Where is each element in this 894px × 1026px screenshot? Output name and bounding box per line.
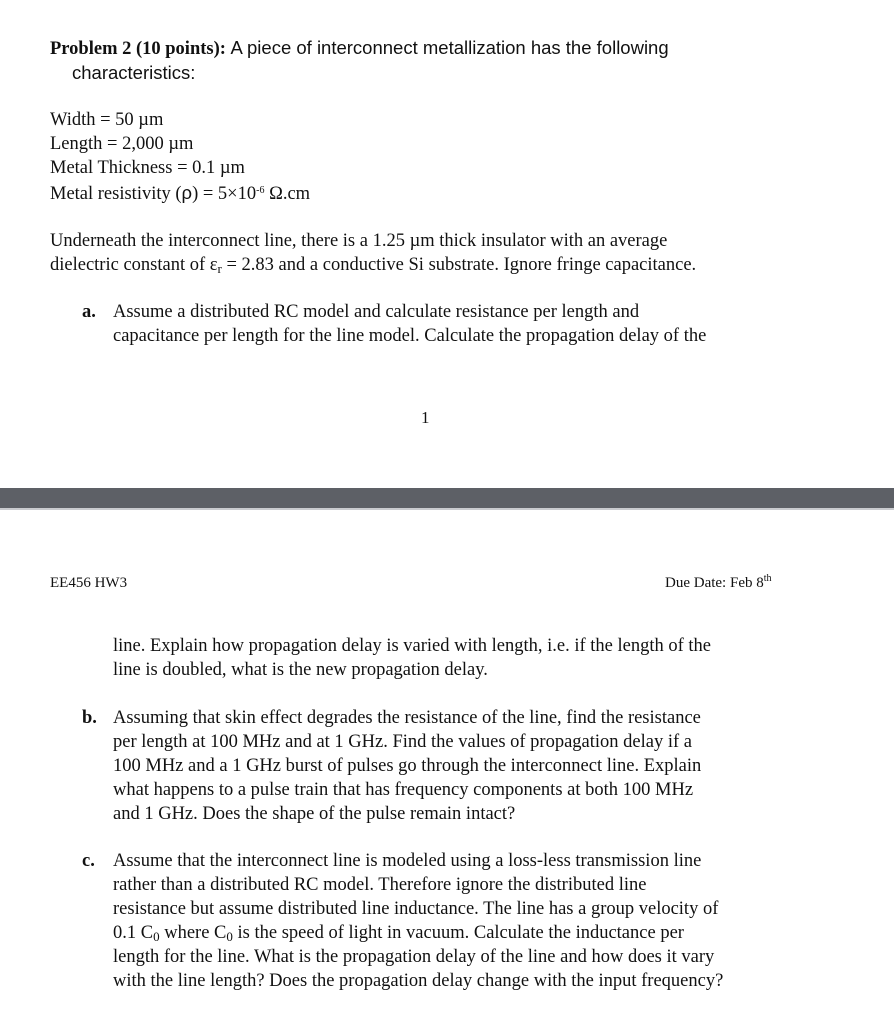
epsilon-subscript: r	[217, 261, 222, 276]
page-number: 1	[421, 408, 430, 427]
item-a-cont-line-2: line is doubled, what is the new propagation delay.	[113, 660, 488, 680]
problem-intro-cont: characteristics:	[72, 62, 196, 83]
item-b-line: per length at 100 MHz and at 1 GHz. Find the values of propagation delay if a	[113, 732, 692, 752]
resistivity-unit: Ω.cm	[264, 184, 311, 204]
c0-subscript-2: 0	[226, 929, 233, 944]
due-date	[665, 572, 772, 595]
resistivity-exponent: -6	[256, 185, 265, 196]
item-c-line-1: Assume that the interconnect line is modeled using a loss-less transmission line	[113, 851, 702, 871]
group-velocity: 0.1 C	[113, 923, 154, 943]
item-c-line-2: rather than a distributed RC model. Therefore ignore the distributed line	[113, 875, 647, 895]
item-a-label: a.	[82, 302, 96, 322]
spec-resistivity	[50, 181, 310, 206]
resistivity-label: Metal resistivity (	[50, 184, 182, 204]
resistivity-value: ) = 5×10	[192, 184, 257, 204]
problem-heading	[50, 36, 669, 61]
dielectric-label: dielectric constant of ε	[50, 255, 218, 275]
page-divider	[0, 488, 894, 508]
course-header: EE456 HW3	[50, 575, 128, 591]
c0-where: where C	[159, 923, 227, 943]
item-c-label: c.	[82, 851, 95, 871]
item-b-line: what happens to a pulse train that has frequency components at both 100 MHz	[113, 780, 694, 800]
spec-length: Length = 2,000 µm	[50, 134, 194, 154]
item-c-line-6: with the line length? Does the propagation delay change with the input frequency?	[113, 971, 724, 991]
item-c-line-4	[113, 922, 684, 945]
dielectric-rest: = 2.83 and a conductive Si substrate. Ignore fringe capacitance.	[221, 255, 697, 275]
item-b-line: 100 MHz and a 1 GHz burst of pulses go through the interconnect line. Explain	[113, 756, 702, 776]
spec-thickness: Metal Thickness = 0.1 µm	[50, 158, 245, 178]
spec-width: Width = 50 µm	[50, 110, 164, 130]
item-a-line-1: Assume a distributed RC model and calculate resistance per length and	[113, 302, 640, 322]
item-b-line: Assuming that skin effect degrades the resistance of the line, find the resistance	[113, 708, 701, 728]
due-date-text: Due Date: Feb 8	[665, 575, 764, 591]
c0-subscript: 0	[153, 929, 160, 944]
item-c-line-3: resistance but assume distributed line inductance. The line has a group velocity of	[113, 899, 719, 919]
insulator-line-1: Underneath the interconnect line, there is a 1.25 µm thick insulator with an average	[50, 231, 668, 251]
insulator-line-2	[50, 254, 696, 277]
c0-definition: is the speed of light in vacuum. Calculate the inductance per	[232, 923, 684, 943]
item-b-label: b.	[82, 708, 97, 728]
item-c-line-5: length for the line. What is the propagation delay of the line and how does it vary	[113, 947, 715, 967]
problem-title: Problem 2 (10 points):	[50, 39, 226, 59]
item-a-cont-line-1: line. Explain how propagation delay is varied with length, i.e. if the length of the	[113, 636, 712, 656]
item-a-line-2: capacitance per length for the line model. Calculate the propagation delay of the	[113, 326, 707, 346]
problem-intro: A piece of interconnect metallization has the following	[230, 37, 669, 58]
item-b-line: and 1 GHz. Does the shape of the pulse remain intact?	[113, 804, 516, 824]
rho-symbol: ρ	[181, 182, 193, 203]
due-date-suffix: th	[763, 573, 772, 584]
